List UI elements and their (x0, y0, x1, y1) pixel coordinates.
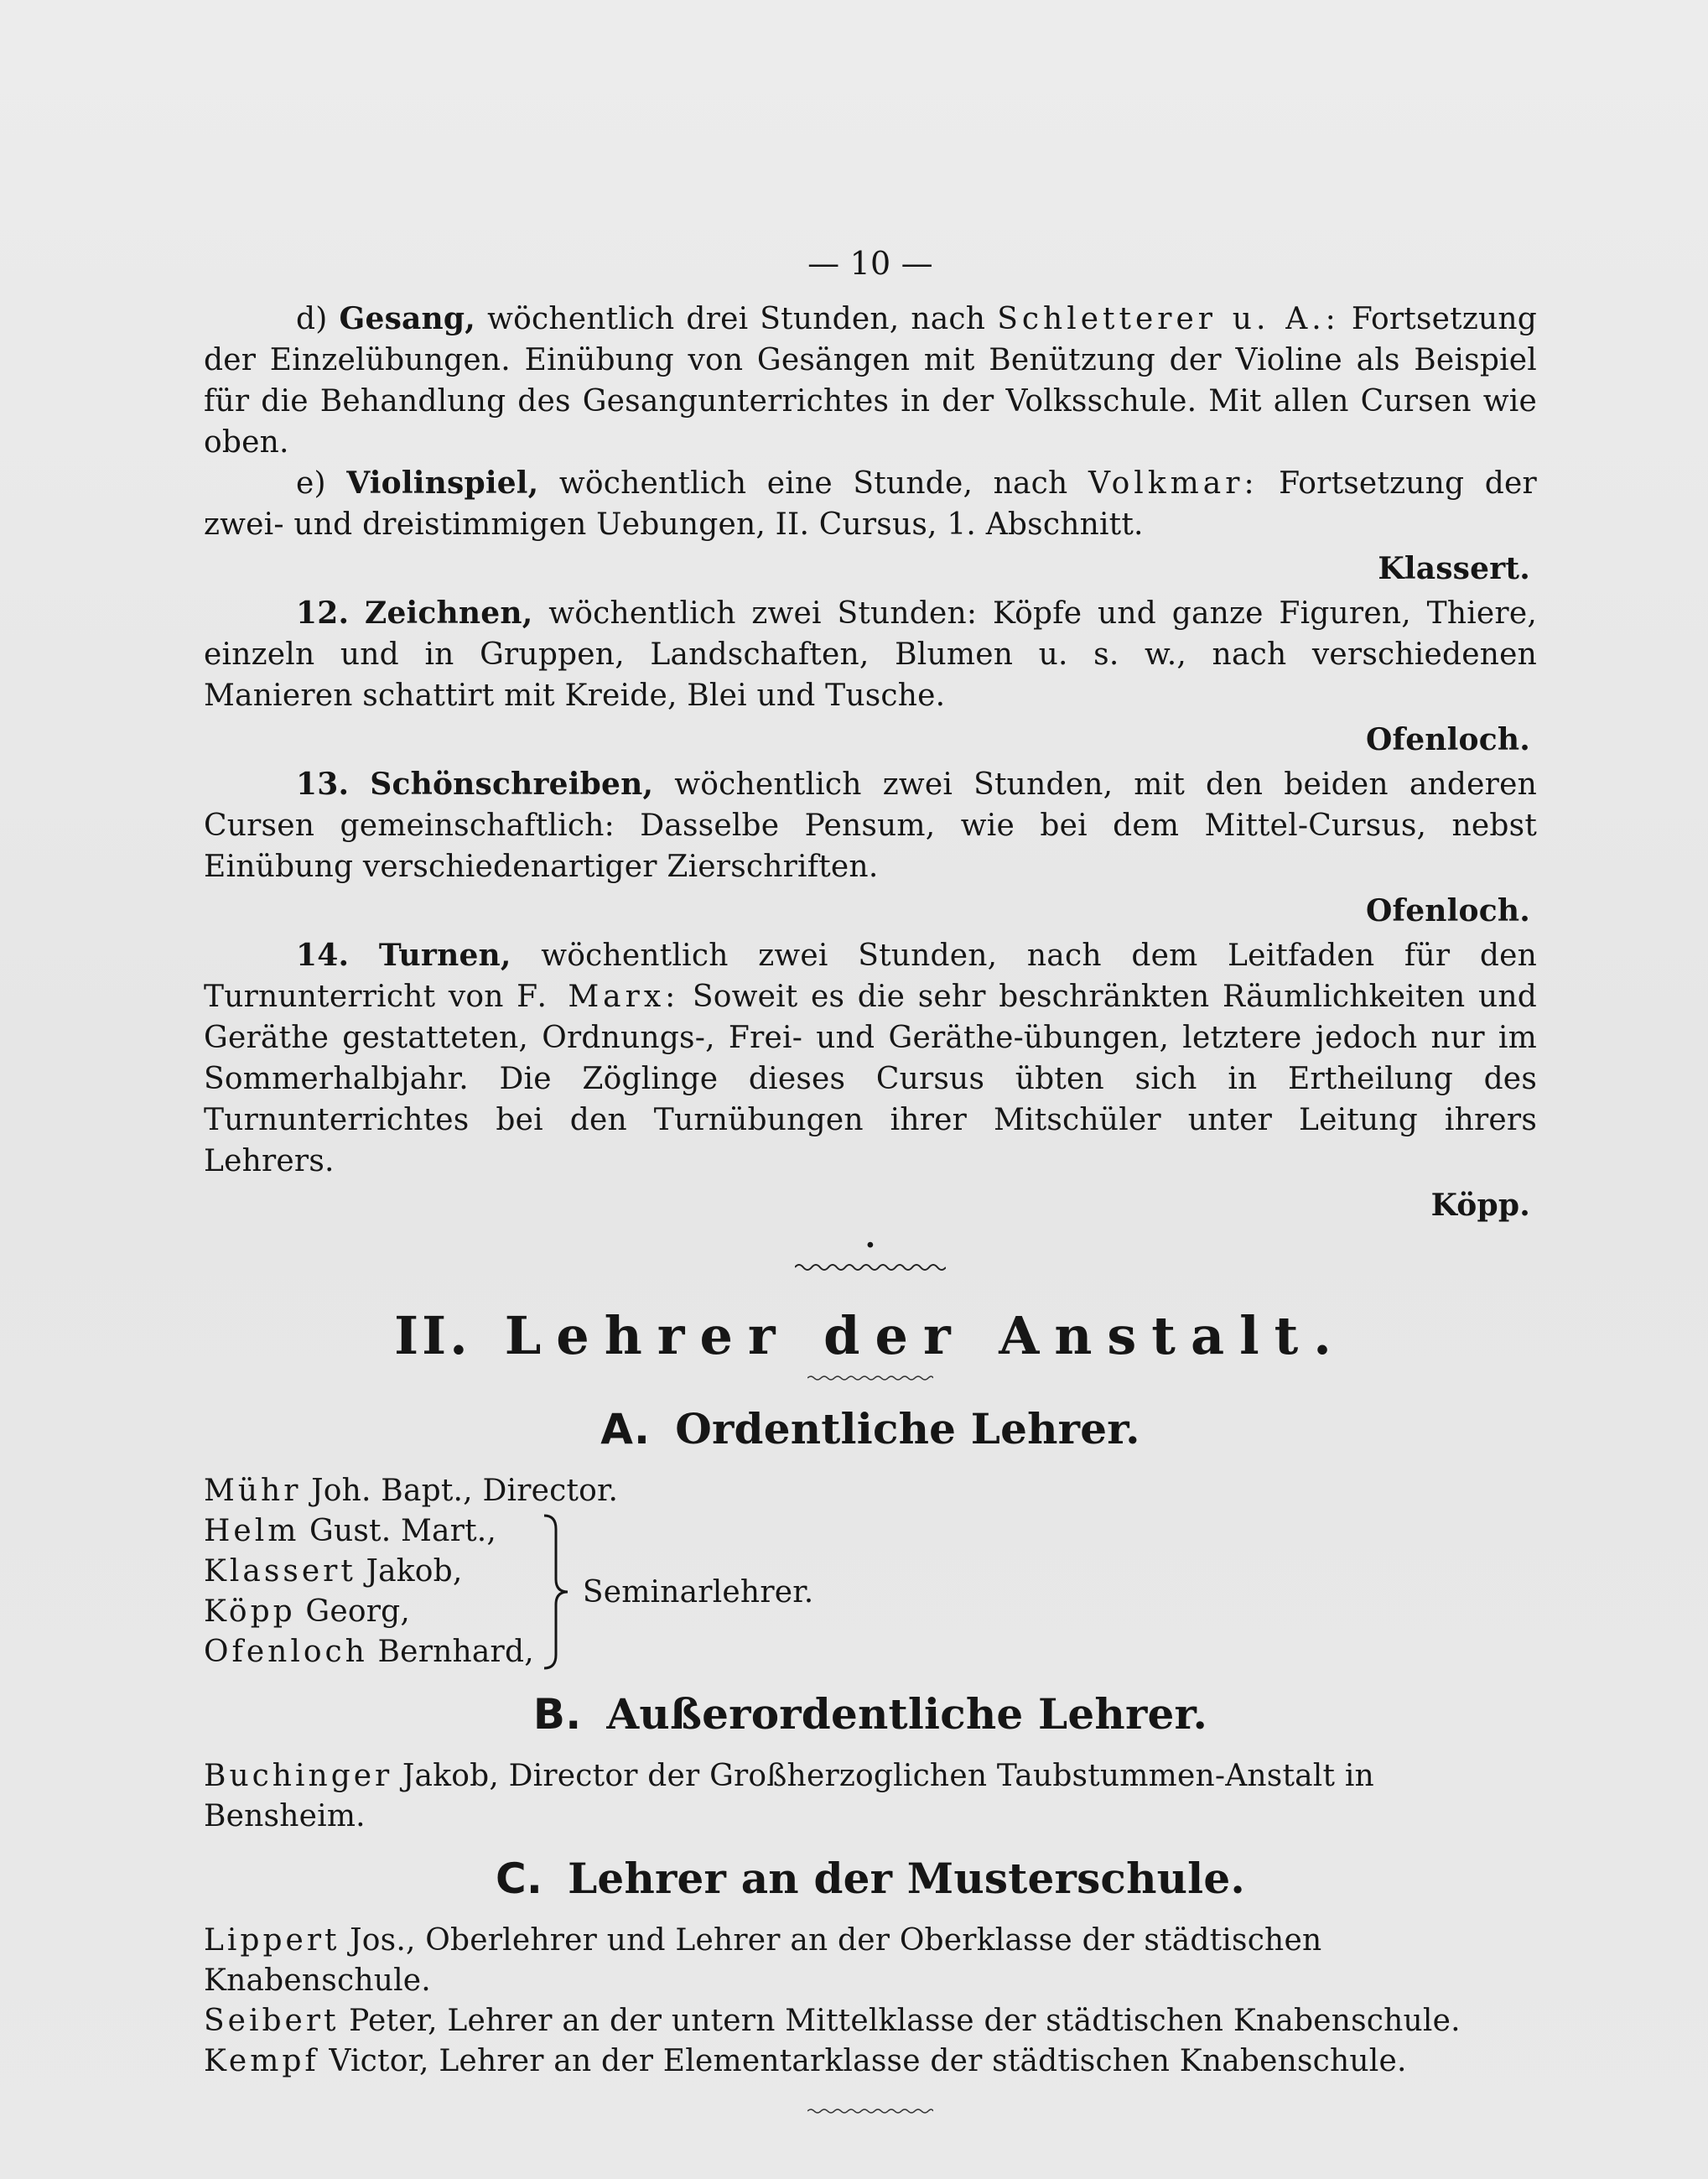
staff-entry (204, 1632, 534, 1672)
staff-surname: Seibert (204, 2004, 340, 2038)
item-prefix: d) (296, 302, 328, 336)
subsection-heading-b (204, 1681, 1537, 1748)
staff-entry (204, 2001, 1537, 2041)
staff-entry (204, 1511, 534, 1552)
paragraph-text: wöchentlich zwei Stunden, nach dem Leitfaden für den Turnunterricht von (204, 939, 1537, 1014)
wavy-rule-divider (807, 1374, 933, 1382)
subject-zeichnen: Zeichnen, (364, 595, 533, 631)
subsection-title: Ordentliche Lehrer. (675, 1404, 1140, 1454)
author-name: F. Marx: (517, 980, 680, 1014)
paragraph-text: wöchentlich zwei Stunden, mit den beiden anderen Cursen gemeinschaftlich: Dasselbe Pensum, wie bei dem Mittel-Cursus, nebst Einübung verschiedenartiger Zierschriften. (204, 767, 1537, 884)
staff-details: Victor, Lehrer an der Elementarklasse der städtischen Knabenschule. (329, 2044, 1407, 2078)
staff-entry-director (204, 1471, 1537, 1511)
staff-surname: Buchinger (204, 1759, 393, 1793)
item-number: 14. (296, 938, 350, 973)
group-role: Seminarlehrer. (582, 1574, 814, 1610)
author-name: Volkmar: (1088, 466, 1259, 501)
staff-surname: Kempf (204, 2044, 319, 2078)
staff-details: Jos., Oberlehrer und Lehrer an der Oberklasse der städtischen Knabenschule. (204, 1923, 1322, 1998)
page-number: — 10 — (807, 245, 933, 282)
item-prefix: e) (296, 466, 326, 501)
staff-entry (204, 1552, 534, 1592)
section-title: Lehrer der Anstalt. (504, 1305, 1347, 1366)
subsection-heading-c (204, 1845, 1537, 1912)
signature: Köpp. (1430, 1188, 1530, 1223)
subsection-title: Lehrer an der Musterschule. (568, 1854, 1245, 1903)
paragraph-text: Soweit es die sehr beschränkten Räumlichkeiten und Geräthe gestatteten, Ordnungs-, Frei- und Geräthe-übungen, letztere jedoch nur im Sommerhalbjahr. Die Zöglinge dieses Cursus übten sich in Ertheilung des Turnunterrichtes bei den Turnübungen ihrer Mitschüler unter Leitung ihrers Lehrers. (204, 980, 1537, 1178)
paragraph-text: wöchentlich drei Stunden, nach (487, 302, 986, 336)
staff-entry (204, 1592, 534, 1632)
subsection-heading-a (204, 1396, 1537, 1463)
staff-surname: Helm (204, 1514, 300, 1548)
paragraph-violinspiel (204, 463, 1537, 545)
signature: Ofenloch. (1365, 722, 1530, 757)
paragraph-text: Fortsetzung der Einzelübungen. Einübung von Gesängen mit Benützung der Violine als Beispiel für die Behandlung des Gesangunterrichtes in der Volksschule. Mit allen Cursen wie oben. (204, 302, 1538, 460)
section-heading (204, 1298, 1537, 1374)
staff-details: Georg, (305, 1594, 410, 1629)
seminar-teachers-list (204, 1511, 534, 1672)
author-name: Schletterer u. A.: (997, 302, 1340, 336)
staff-surname: Klassert (204, 1554, 356, 1589)
staff-details: Gust. Mart., (309, 1514, 497, 1548)
staff-details: Joh. Bapt., Director. (311, 1474, 619, 1508)
staff-surname: Mühr (204, 1474, 302, 1508)
item-number: 13. (296, 767, 350, 802)
wavy-rule-divider (795, 1261, 946, 1273)
staff-details: Jakob, Director der Großherzoglichen Taubstummen-Anstalt in Bensheim. (204, 1759, 1374, 1833)
paragraph-text: Fortsetzung der zwei- und dreistimmigen Uebungen, II. Cursus, 1. Abschnitt. (204, 466, 1537, 542)
staff-entry (204, 1756, 1537, 1837)
staff-surname: Lippert (204, 1923, 340, 1958)
paragraph-gesang (204, 299, 1537, 463)
staff-surname: Ofenloch (204, 1635, 368, 1669)
paragraph-text: wöchentlich eine Stunde, nach (558, 466, 1068, 501)
subject-turnen: Turnen, (378, 938, 511, 973)
subject-violinspiel: Violinspiel, (346, 465, 539, 501)
subsection-letter: B. (532, 1690, 582, 1739)
page-content (204, 243, 1537, 2129)
paragraph-turnen (204, 935, 1537, 1182)
subsection-title: Außerordentliche Lehrer. (606, 1689, 1208, 1739)
subject-schoenschreiben: Schönschreiben, (370, 767, 654, 802)
ornament-dot: · (864, 1228, 876, 1263)
curly-brace-icon (539, 1512, 573, 1672)
staff-entry (204, 1921, 1537, 2001)
item-number: 12. (296, 595, 350, 631)
subsection-letter: C. (495, 1854, 543, 1903)
seminar-teachers-group (204, 1511, 1537, 1672)
subsection-letter: A. (600, 1405, 651, 1454)
paragraph-zeichnen (204, 593, 1537, 716)
staff-details: Jakob, (366, 1554, 463, 1589)
subject-gesang: Gesang, (339, 301, 476, 336)
section-number: II. (394, 1305, 471, 1366)
signature: Ofenloch. (1365, 893, 1530, 928)
paragraph-schoenschreiben (204, 764, 1537, 887)
staff-surname: Köpp (204, 1594, 296, 1629)
wavy-rule-divider (807, 2107, 933, 2115)
paragraph-text: wöchentlich zwei Stunden: Köpfe und ganze Figuren, Thiere, einzeln und in Gruppen, Landschaften, Blumen u. s. w., nach verschiedenen Manieren schattirt mit Kreide, Blei und Tusche. (204, 596, 1537, 713)
staff-details: Bernhard, (377, 1635, 534, 1669)
staff-details: Peter, Lehrer an der untern Mittelklasse der städtischen Knabenschule. (349, 2004, 1461, 2038)
staff-entry (204, 2041, 1537, 2082)
signature: Klassert. (1378, 551, 1530, 586)
